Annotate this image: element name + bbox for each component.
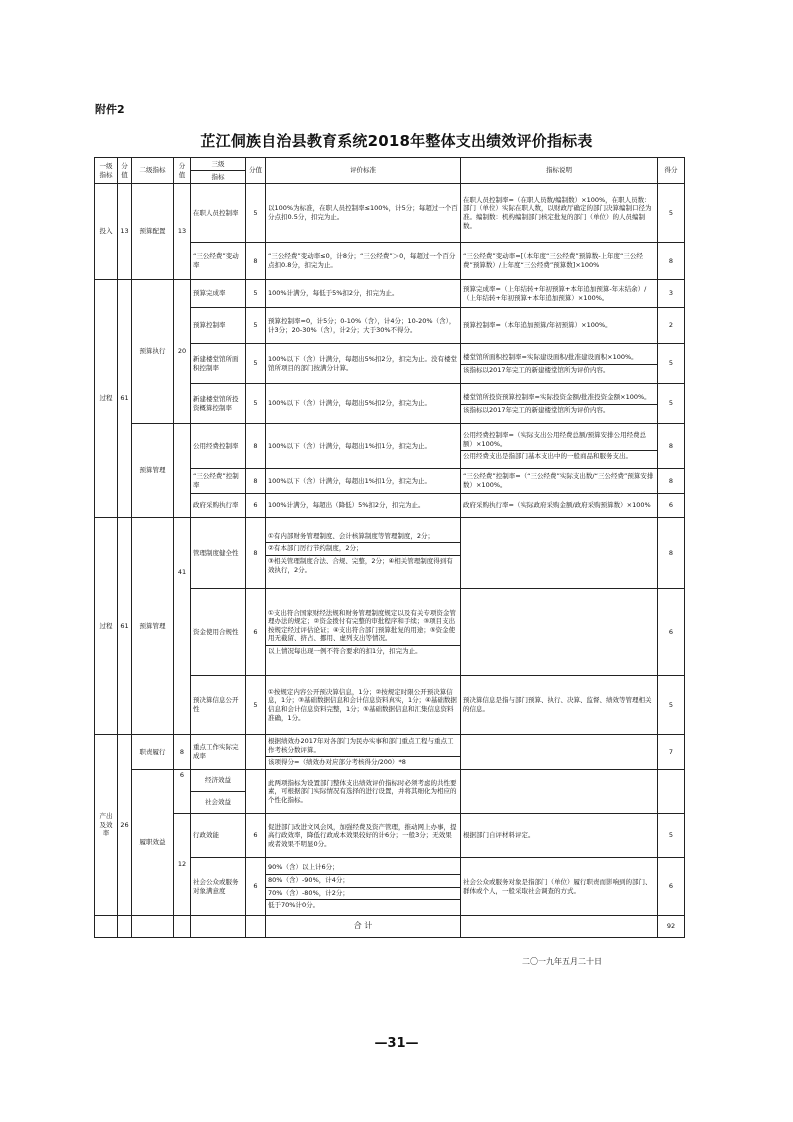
score3-cell: 8 (246, 518, 266, 589)
explanation-cell: 预算完成率=（上年结转+年初预算+本年追加预算-年末结余）/（上年结转+年初预算+本年追加预算）×100%。 (461, 280, 658, 308)
lvl3-cell: 社会效益 (191, 792, 246, 814)
total-row (95, 916, 685, 938)
points-cell (658, 770, 685, 814)
table-row (95, 424, 685, 469)
total-empty-cell (461, 916, 658, 938)
explanation-cell: “三公经费”控制率=（“三公经费”实际支出数/“三公经费”预算安排数）×100%。 (461, 469, 658, 494)
table-row (95, 280, 685, 308)
explanation-cell: 根据部门自评材料评定。 (461, 814, 658, 858)
table-row (95, 184, 685, 243)
document-date: 二〇一九年五月二十日 (522, 957, 602, 966)
points-cell: 5 (658, 676, 685, 735)
explanation-cell (461, 518, 658, 589)
explanation-line: 楼堂馆所投资预算控制率=实际投资金额/批准投资金额×100%。 (463, 392, 651, 401)
header-score2: 分值 (174, 158, 191, 184)
lvl3-cell: 预决算信息公开性 (191, 676, 246, 735)
score3-cell: 6 (246, 494, 266, 518)
lvl3-cell: 预算完成率 (191, 280, 246, 308)
lvl1-cell: 过程 (95, 280, 118, 518)
lvl1-cell: 投入 (95, 184, 118, 280)
lvl3-cell: 预算控制率 (191, 308, 246, 344)
score2-cell: 41 (174, 518, 191, 735)
criteria-line: 70%（含）-80%，计2分； (268, 888, 349, 897)
criteria-cell: 100%以下（含）计满分，每超出5%扣2分，扣完为止。 (266, 384, 461, 424)
total-empty-cell (191, 916, 246, 938)
score3-cell: 8 (246, 424, 266, 469)
criteria-line: 80%（含）-90%，计4分； (268, 875, 349, 884)
points-cell: 6 (658, 494, 685, 518)
points-cell: 5 (658, 814, 685, 858)
lvl3-cell: 资金使用合规性 (191, 589, 246, 676)
lvl3-cell: 新建楼堂馆所面积控制率 (191, 344, 246, 384)
criteria-cell: 预算控制率=0，计5分；0-10%（含），计4分；10-20%（含），计3分；20-30%（含），计2分；大于30%不得分。 (266, 308, 461, 344)
lvl3-cell: 新建楼堂馆所投资概算控制率 (191, 384, 246, 424)
score3-cell: 8 (246, 243, 266, 280)
points-cell: 8 (658, 518, 685, 589)
criteria-cell: 100%以下（含）计满分，每超出5%扣2分，扣完为止。没有楼堂馆所项目的部门按满分计算。 (266, 344, 461, 384)
lvl3-cell: 在职人员控制率 (191, 184, 246, 243)
header-explanation: 指标说明 (461, 158, 658, 184)
criteria-cell: 此两项指标为设置部门整体支出绩效评价指标时必须考虑的共性要素，可根据部门实际情况有选择的进行设置，并将其细化为相应的个性化指标。 (266, 770, 461, 814)
criteria-cell (266, 518, 461, 589)
lvl1-cell: 过程 (95, 518, 118, 735)
table-row (95, 735, 685, 770)
score2-cell: 12 (174, 814, 191, 916)
points-cell: 5 (658, 184, 685, 243)
explanation-cell (461, 735, 658, 770)
explanation-cell: “三公经费”变动率=[（本年度“三公经费”预算数-上年度“三公经费”预算数）/上年度“三公经费”预算数]×100% (461, 243, 658, 280)
criteria-cell (266, 735, 461, 770)
criteria-cell (266, 589, 461, 676)
score3-cell: 5 (246, 384, 266, 424)
points-cell: 8 (658, 469, 685, 494)
evaluation-table (94, 157, 685, 938)
score3-cell: 8 (246, 469, 266, 494)
explanation-line: 公用经费支出是指部门基本支出中的一般商品和服务支出。 (463, 452, 632, 461)
total-points: 92 (658, 916, 685, 938)
score2-cell: 13 (174, 184, 191, 280)
explanation-cell (461, 770, 658, 814)
explanation-line: 楼堂馆所面积控制率=实际建设面积/批准建设面积×100%。 (463, 352, 638, 361)
explanation-cell (461, 344, 658, 384)
score3-cell: 5 (246, 676, 266, 735)
table-row (95, 770, 685, 792)
criteria-line: ①有内部财务管理制度、会计核算制度等管理制度，2分； (268, 531, 434, 540)
score3-cell: 6 (246, 858, 266, 916)
criteria-cell: 以100%为标准，在职人员控制率≤100%，计5分；每超过一个百分点扣0.5分，扣完为止。 (266, 184, 461, 243)
total-empty-cell (95, 916, 118, 938)
lvl1-cell: 产出及效率 (95, 735, 118, 916)
lvl3-cell: 公用经费控制率 (191, 424, 246, 469)
total-label: 合 计 (266, 916, 461, 938)
lvl3-cell: 管理制度健全性 (191, 518, 246, 589)
score2-cell: 20 (174, 280, 191, 424)
criteria-line: 该项得分=（绩效办对应部分考核得分/200）*8 (268, 758, 406, 767)
score1-cell: 13 (118, 184, 132, 280)
score3-cell: 5 (246, 344, 266, 384)
page-number: —31— (374, 1036, 419, 1051)
explanation-cell: 社会公众或服务对象是指部门（单位）履行职责而影响到的部门、群体或个人，一般采取社会调查的方式。 (461, 858, 658, 916)
criteria-cell (266, 858, 461, 916)
score3-cell: 6 (246, 589, 266, 676)
criteria-line: ③相关管理制度合法、合规、完整，2分；④相关管理制度得到有效执行，2分。 (268, 557, 453, 574)
explanation-cell (461, 589, 658, 676)
points-cell: 8 (658, 424, 685, 469)
criteria-cell: 100%计满分，每超出（降低）5%扣2分，扣完为止。 (266, 494, 461, 518)
points-cell: 2 (658, 308, 685, 344)
explanation-line: 该指标以2017年完工的新建楼堂馆所为评价内容。 (463, 405, 610, 414)
score3-cell: 6 (246, 814, 266, 858)
score3-cell: 5 (246, 308, 266, 344)
explanation-cell (461, 424, 658, 469)
annex-label: 附件2 (95, 103, 125, 116)
points-cell: 5 (658, 384, 685, 424)
lvl2-cell: 职责履行 (132, 735, 174, 770)
header-lvl3-bottom: 指标 (191, 171, 246, 184)
score3-cell (246, 735, 266, 770)
lvl2-cell: 预算配置 (132, 184, 174, 280)
lvl3-cell: 经济效益 (191, 770, 246, 792)
header-lvl1: 一级指标 (95, 158, 118, 184)
table-row (95, 518, 685, 589)
criteria-cell: 100%计满分，每低于5%扣2分，扣完为止。 (266, 280, 461, 308)
criteria-line: 以上情况每出现一例不符合要求的扣1分，扣完为止。 (268, 646, 422, 655)
criteria-line: 90%（含）以上计6分； (268, 863, 339, 872)
criteria-cell: 100%以下（含）计满分，每超出1%扣1分，扣完为止。 (266, 424, 461, 469)
total-empty-cell (118, 916, 132, 938)
header-criteria: 评价标准 (266, 158, 461, 184)
header-points: 得分 (658, 158, 685, 184)
lvl2-cell: 履职效益 (132, 770, 174, 916)
score2-cell: 8 (174, 735, 191, 770)
criteria-line: ②有本部门厉行节约制度，2分； (268, 544, 363, 553)
score2-cell (174, 424, 191, 518)
score3-cell: 5 (246, 184, 266, 243)
explanation-line: 该指标以2017年完工的新建楼堂馆所为评价内容。 (463, 365, 610, 374)
points-cell: 3 (658, 280, 685, 308)
header-lvl3-top: 三级 (191, 158, 246, 171)
explanation-line: 公用经费控制率=（实际支出公用经费总额/预算安排公用经费总额）×100%。 (463, 431, 647, 448)
criteria-cell: “三公经费”变动率≤0，计8分；“三公经费”＞0，每超过一个百分点扣0.8分，扣完为止。 (266, 243, 461, 280)
lvl2-cell: 预算执行 (132, 280, 174, 424)
points-cell: 8 (658, 243, 685, 280)
lvl3-cell: 政府采购执行率 (191, 494, 246, 518)
lvl3-cell: 社会公众或服务对象满意度 (191, 858, 246, 916)
lvl3-cell: “三公经费”变动率 (191, 243, 246, 280)
total-empty-cell (174, 916, 191, 938)
explanation-cell (461, 384, 658, 424)
score1-cell: 26 (118, 735, 132, 916)
points-cell: 5 (658, 344, 685, 384)
criteria-line: ①支出符合国家财经法规和财务管理制度规定以及有关专项资金管理办法的规定；②资金拨付有完整的审批程序和手续；③项目支出按规定经过评估论证；④支出符合部门预算批复的用途；⑤资金使用无截留、挤占、挪用、虚列支出等情况。 (268, 608, 456, 643)
table-row (95, 814, 685, 858)
document-title: 芷江侗族自治县教育系统2018年整体支出绩效评价指标表 (200, 132, 593, 150)
criteria-line: 低于70%计0分。 (268, 901, 320, 910)
criteria-line: 根据绩效办2017年对各部门为民办实事和部门重点工程与重点工作考核分数评算。 (268, 737, 454, 754)
header-lvl2: 二级指标 (132, 158, 174, 184)
score1-cell: 61 (118, 280, 132, 518)
lvl3-cell: 行政效能 (191, 814, 246, 858)
criteria-cell: 100%以下（含）计满分，每超出1%扣1分，扣完为止。 (266, 469, 461, 494)
points-cell: 6 (658, 858, 685, 916)
points-cell: 7 (658, 735, 685, 770)
header-score1: 分值 (118, 158, 132, 184)
lvl3-cell: “三公经费”控制率 (191, 469, 246, 494)
score2-cell: 6 (174, 770, 191, 814)
header-score3: 分值 (246, 158, 266, 184)
total-empty-cell (246, 916, 266, 938)
table-header-row (95, 158, 685, 171)
score1-cell: 61 (118, 518, 132, 735)
points-cell: 6 (658, 589, 685, 676)
score3-cell: 5 (246, 280, 266, 308)
explanation-cell: 预算控制率=（本年追加预算/年初预算）×100%。 (461, 308, 658, 344)
lvl2-cell: 预算管理 (132, 518, 174, 735)
score3-cell (246, 770, 266, 814)
explanation-cell: 预决算信息是指与部门预算、执行、决算、监督、绩效等管理相关的信息。 (461, 676, 658, 735)
explanation-cell: 在职人员控制率=（在职人员数/编制数）×100%，在职人员数：部门（单位）实际在职人数，以财政厅确定的部门决算编制口径为准。编制数：机构编制部门核定批复的部门（单位）的人员编制数。 (461, 184, 658, 243)
explanation-cell: 政府采购执行率=（实际政府采购金额/政府采购预算数）×100% (461, 494, 658, 518)
criteria-cell: 促进部门改进文风会风，加强经费及资产管理，推动网上办事，提高行政效率，降低行政成本效果较好的计6分；一般3分；无效果或者效果不明显0分。 (266, 814, 461, 858)
lvl3-cell: 重点工作实际完成率 (191, 735, 246, 770)
criteria-cell: ①按规定内容公开预决算信息，1分；②按规定时限公开预决算信息，1分；③基础数据信息和会计信息资料真实，1分；④基础数据信息和会计信息资料完整，1分；⑤基础数据信息和汇集信息资料准确，1分。 (266, 676, 461, 735)
total-empty-cell (132, 916, 174, 938)
lvl2-cell: 预算管理 (132, 424, 174, 518)
